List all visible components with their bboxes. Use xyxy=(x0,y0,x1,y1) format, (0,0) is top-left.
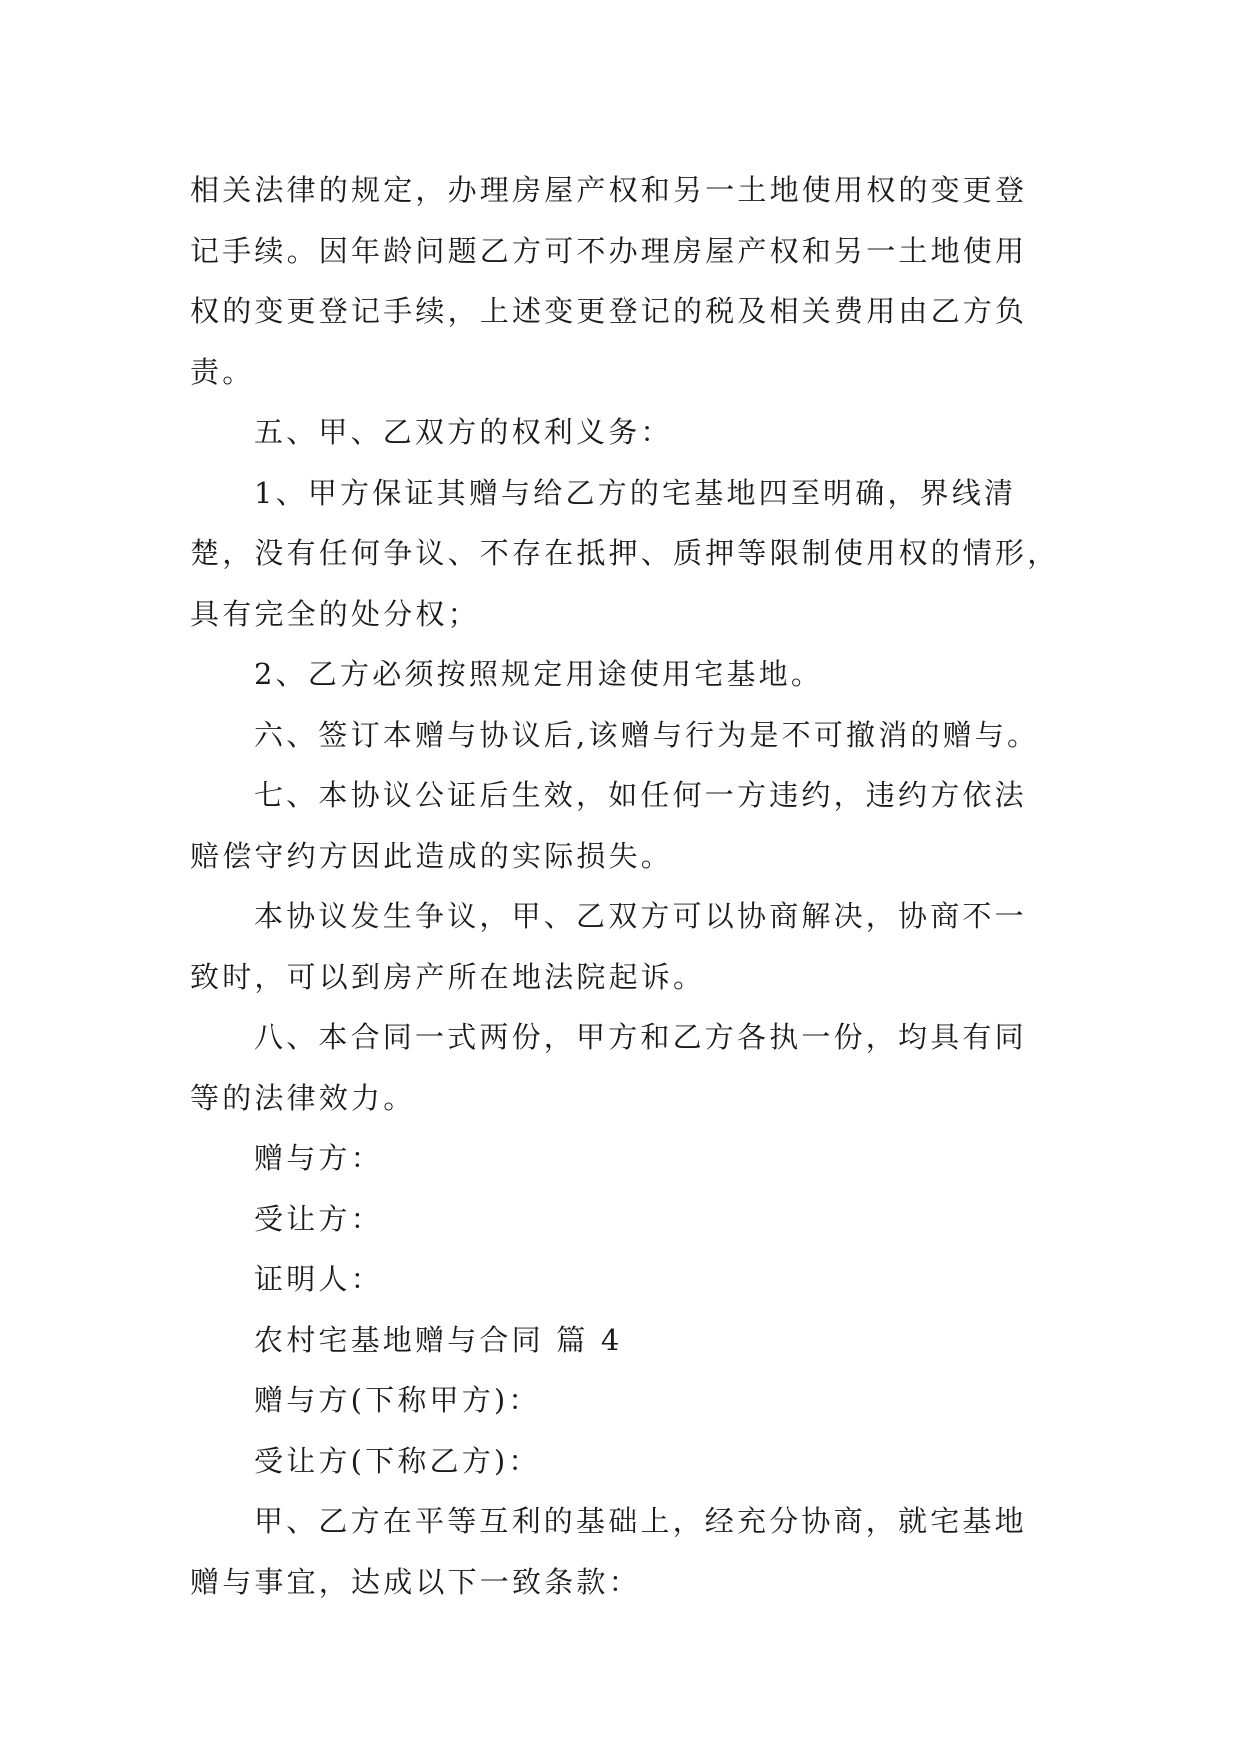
text-line: 赠与事宜，达成以下一致条款： xyxy=(190,1564,641,1599)
text-line: 2、乙方必须按照规定用途使用宅基地。 xyxy=(254,657,824,691)
text-line: 八、本合同一式两份，甲方和乙方各执一份，均具有同 xyxy=(254,1020,1027,1054)
contract-title: 农村宅基地赠与合同 篇 4 xyxy=(254,1322,623,1357)
text-line: 致时，可以到房产所在地法院起诉。 xyxy=(190,959,706,994)
text-line: 甲、乙方在平等互利的基础上，经充分协商，就宅基地 xyxy=(254,1504,1027,1538)
text-line: 责。 xyxy=(190,354,255,389)
text-line: 赔偿守约方因此造成的实际损失。 xyxy=(190,838,674,873)
document-body xyxy=(190,160,1060,1612)
text-line: 具有完全的处分权； xyxy=(190,596,480,631)
text-line: 楚，没有任何争议、不存在抵押、质押等限制使用权的情形， xyxy=(190,536,1060,570)
text-line: 相关法律的规定，办理房屋产权和另一土地使用权的变更登 xyxy=(190,173,1028,207)
text-line: 七、本协议公证后生效，如任何一方违约，违约方依法 xyxy=(254,778,1027,812)
signature-label-witness: 证明人： xyxy=(254,1262,383,1296)
text-line: 权的变更登记手续，上述变更登记的税及相关费用由乙方负 xyxy=(190,294,1028,328)
text-line: 等的法律效力。 xyxy=(190,1080,416,1115)
party-label-recipient: 受让方(下称乙方)： xyxy=(254,1443,541,1478)
text-line: 六、签订本赠与协议后,该赠与行为是不可撤消的赠与。 xyxy=(254,717,1040,752)
party-label-donor: 赠与方(下称甲方)： xyxy=(254,1383,541,1417)
text-line: 记手续。因年龄问题乙方可不办理房屋产权和另一土地使用 xyxy=(190,233,1028,268)
text-line: 1、甲方保证其赠与给乙方的宅基地四至明确，界线清 xyxy=(254,475,1017,510)
section-heading: 五、甲、乙双方的权利义务： xyxy=(254,415,673,449)
text-line: 本协议发生争议，甲、乙双方可以协商解决，协商不一 xyxy=(254,899,1027,933)
signature-label-recipient: 受让方： xyxy=(254,1201,383,1236)
signature-label-donor: 赠与方： xyxy=(254,1141,383,1175)
